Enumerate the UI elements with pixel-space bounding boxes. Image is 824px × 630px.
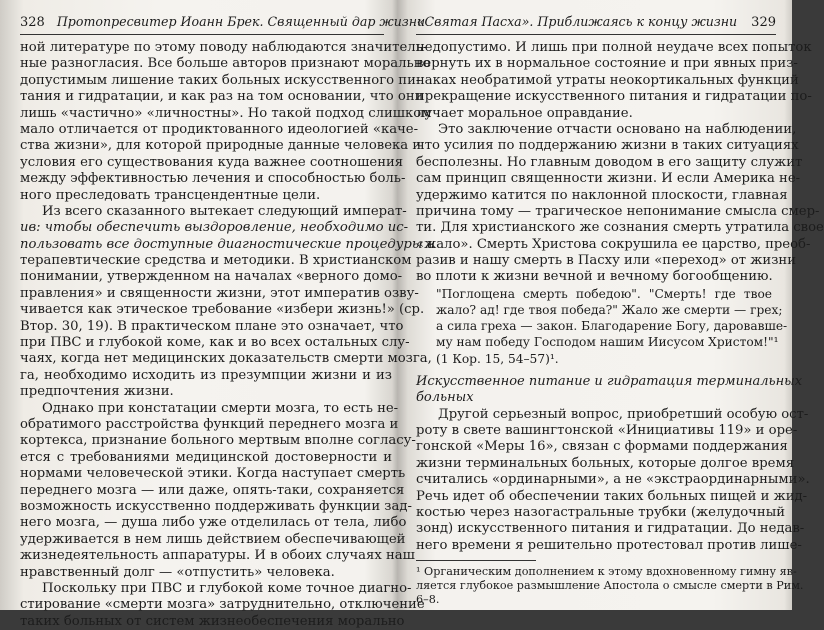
text-line: чаях, когда нет медицинских доказательств смерти мозга, (20, 351, 432, 367)
right-running-head-text: «Святая Пасха». Приближаясь к концу жизни (416, 14, 738, 29)
text-line: Это заключение отчасти основано на наблюдении, (438, 121, 797, 137)
quote-line: "Поглощена смерть победою". "Смерть! где твое (436, 286, 772, 301)
text-line: считались «ординарными», а не «экстраординарными». (416, 472, 810, 488)
text-line: жизни терминальных больных, которые долгое время (416, 455, 795, 471)
footnote-divider (416, 560, 536, 561)
text-line: причина тому — трагическое непонимание смысла смер- (416, 203, 820, 219)
footnote-line: ляется глубокое размышление Апостола о смысле смерти в Рим. (416, 579, 804, 593)
text-line: зонд) искусственного питания и гидратации. До недав- (416, 521, 805, 537)
quote-line: (1 Кор. 15, 54–57)¹. (436, 351, 559, 366)
right-page-text (416, 40, 824, 607)
text-line: костью через назогастральные трубки (желудочный (416, 504, 785, 520)
text-line: пользовать все доступные диагностические процедуры и (20, 236, 436, 252)
text-line: Однако при констатации смерти мозга, то есть не- (42, 400, 399, 416)
text-line: стирование «смерти мозга» затруднительно, отключение (20, 597, 425, 613)
text-line: лучает моральное оправдание. (416, 105, 633, 121)
text-line: прекращение искусственного питания и гидратации по- (416, 89, 812, 105)
quote-line: му нам победу Господом нашим Иисусом Христом!"¹ (436, 335, 779, 350)
text-line: во плоти к жизни вечной и вечному богообщению. (416, 269, 773, 285)
text-line: ного преследовать трансцендентные цели. (20, 187, 321, 203)
section-heading-line: больных (416, 390, 474, 406)
text-line: наках необратимой утраты неокортикальных функций (416, 72, 799, 88)
text-line: Другой серьезный вопрос, приобретший особую ост- (438, 406, 809, 422)
text-line: нравственный долг — «отпустить» человека. (20, 564, 335, 580)
text-line: возможность искусственно поддерживать функции зад- (20, 498, 412, 514)
text-line: таких больных от систем жизнеобеспечения морально (20, 613, 405, 629)
spacer (416, 367, 778, 374)
text-line: ные разногласия. Все больше авторов признают морально (20, 56, 431, 72)
text-line: правления» и священности жизни, этот императив озву- (20, 285, 419, 301)
text-line: терапевтические средства и методики. В христианском (20, 253, 412, 269)
text-line: понимании, утвержденном на началах «верного домо- (20, 269, 403, 285)
text-line: роту в свете вашингтонской «Инициативы 119» и оре- (416, 422, 798, 438)
text-line: переднего мозга — или даже, опять-таки, сохраняется (20, 482, 405, 498)
text-line: обратимого расстройства функций переднего мозга и (20, 416, 399, 432)
text-line: что усилия по поддержанию жизни в таких ситуациях (416, 138, 799, 154)
text-line: разив и нашу смерть в Пасху или «переход» от жизни (416, 253, 796, 269)
footnote-line: 6–8. (416, 593, 440, 607)
text-line: удержимо катится по наклонной плоскости, главная (416, 187, 788, 203)
left-running-head-text: Протопресвитер Иоанн Брек. Священный дар жизни (56, 14, 426, 29)
text-line: допустимым лишение таких больных искусственного пи- (20, 72, 421, 88)
text-line: га, необходимо исходить из презумпции жизни и из (20, 367, 392, 383)
text-line: условия его существования куда важнее соотношения (20, 154, 404, 170)
section-heading-line: Искусственное питание и гидратация терминальных (416, 373, 803, 389)
text-line: ти. Для христианского же сознания смерть утратила свое (416, 220, 824, 236)
text-line: недопустимо. И лишь при полной неудаче всех попыток (416, 40, 812, 55)
text-line: сам принцип священности жизни. И если Америка не- (416, 171, 801, 187)
text-line: лишь «частично» «личностны». Но такой подход слишком (20, 105, 432, 121)
footnote-line: ¹ Органическим дополнением к этому вдохновенному гимну яв- (416, 565, 797, 579)
text-line: между эффективностью лечения и способностью боль- (20, 171, 406, 187)
text-line: вернуть их в нормальное состояние и при явных приз- (416, 56, 798, 72)
text-line: тания и гидратации, и как раз на том основании, что они (20, 89, 424, 105)
text-line: гонской «Меры 16», связан с формами поддержания (416, 439, 788, 455)
text-line: при ПВС и глубокой коме, как и во всех остальных слу- (20, 335, 410, 351)
text-line: Втор. 30, 19). В практическом плане это означает, что (20, 318, 404, 334)
text-line: чивается как этическое требование «избери жизнь!» (ср. (20, 302, 425, 318)
text-line: предпочтения жизни. (20, 384, 174, 400)
text-line: него времени я решительно протестовал против лише- (416, 537, 802, 553)
text-line: Речь идет об обеспечении таких больных пищей и жид- (416, 488, 808, 504)
text-line: ется с требованиями медицинской достоверности и (20, 449, 392, 465)
text-line: Из всего сказанного вытекает следующий императ- (42, 203, 407, 219)
text-line: бесполезны. Но главным доводом в его защиту служит (416, 154, 803, 170)
left-running-header (20, 10, 426, 35)
text-line: него мозга, — душа либо уже отделилась от тела, либо (20, 515, 407, 531)
quote-line: жало? ад! где твоя победа?" Жало же смерти — грех; (436, 303, 783, 318)
right-running-header (416, 10, 776, 35)
text-line: удерживается в нем лишь действием обеспечивающей (20, 531, 406, 547)
quote-line: а сила греха — закон. Благодарение Богу, даровавше- (436, 319, 788, 334)
text-line: ства жизни», для которой природные данные человека и (20, 138, 422, 154)
text-line: нормами человеческой этики. Когда наступает смерть (20, 466, 406, 482)
text-line: «жало». Смерть Христова сокрушила ее царство, преоб- (416, 236, 811, 252)
text-line: жизнедеятельность аппаратуры. И в обоих случаях наш (20, 548, 415, 564)
text-line: кортекса, признание больного мертвым вполне согласу- (20, 433, 416, 449)
right-page-number: 329 (751, 15, 776, 30)
text-line: Поскольку при ПВС и глубокой коме точное диагно- (42, 580, 412, 596)
text-line: ив: чтобы обеспечить выздоровление, необходимо ис- (20, 220, 409, 236)
right-page (404, 0, 824, 610)
left-page-number: 328 (20, 15, 45, 30)
text-line: ной литературе по этому поводу наблюдаются значитель- (20, 40, 428, 55)
text-line: мало отличается от продиктованного идеологией «каче- (20, 121, 419, 137)
